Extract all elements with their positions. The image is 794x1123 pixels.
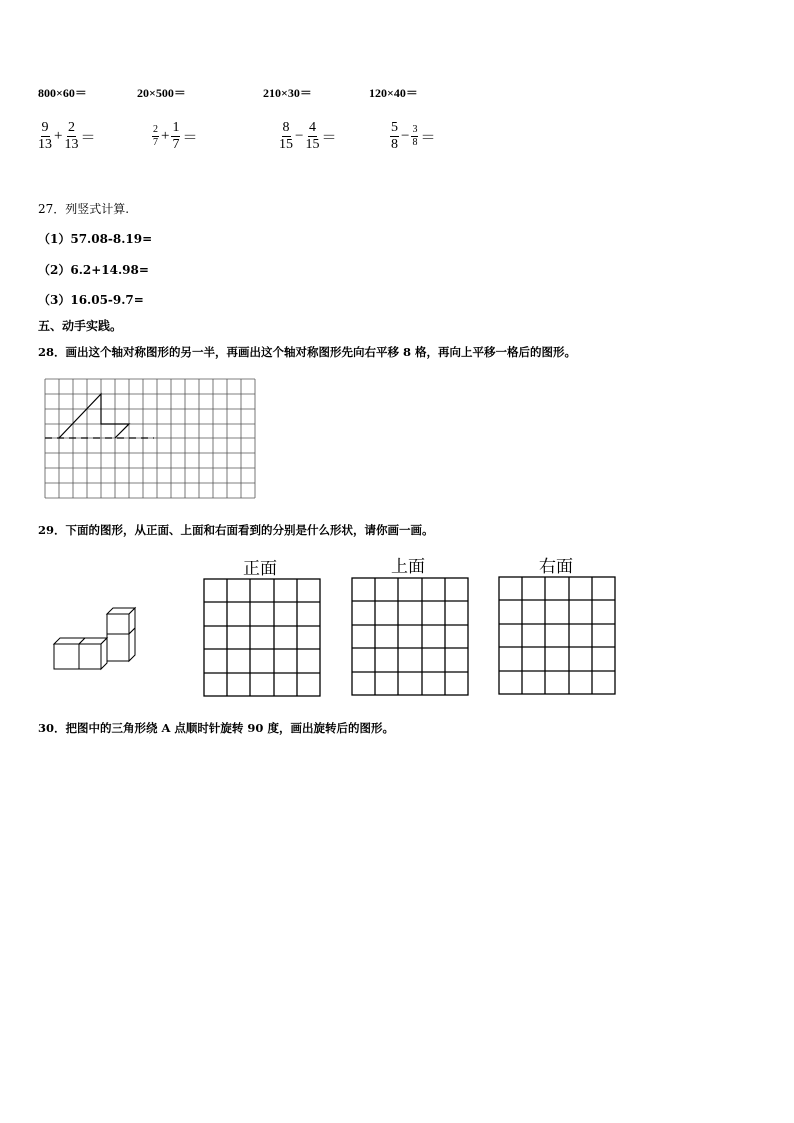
numerator: 9 bbox=[41, 120, 49, 135]
numerator: 2 bbox=[67, 120, 75, 135]
q28-grid-figure bbox=[44, 378, 258, 500]
numerator: 1 bbox=[172, 120, 180, 135]
denominator: 8 bbox=[391, 137, 398, 152]
operator: + bbox=[161, 128, 170, 144]
front-view-grid[interactable] bbox=[203, 578, 322, 698]
equals-sign: ＝ bbox=[420, 130, 436, 146]
numerator: 3 bbox=[412, 124, 418, 135]
view-label-right: 右面 bbox=[539, 557, 573, 577]
denominator: 15 bbox=[279, 137, 293, 152]
numerator: 8 bbox=[282, 120, 290, 135]
q29-text: 29．下面的图形，从正面、上面和右面看到的分别是什么形状，请你画一画。 bbox=[38, 523, 434, 537]
q30-text: 30．把图中的三角形绕 A 点顺时针旋转 90 度，画出旋转后的图形。 bbox=[38, 721, 394, 735]
denominator: 8 bbox=[412, 137, 418, 148]
numerator: 4 bbox=[308, 120, 316, 135]
equals-sign: ＝ bbox=[321, 130, 337, 146]
q27-item-2: （2）6.2+14.98= bbox=[38, 263, 149, 277]
equals-sign: ＝ bbox=[80, 130, 96, 146]
q27-item-1: （1）57.08-8.19= bbox=[38, 232, 153, 246]
oral-calc-4: 120×40＝ bbox=[369, 86, 418, 100]
operator: − bbox=[401, 128, 410, 144]
oral-calc-1: 800×60＝ bbox=[38, 86, 87, 100]
section-heading: 五、动手实践。 bbox=[38, 319, 123, 333]
view-label-front: 正面 bbox=[243, 559, 277, 579]
denominator: 15 bbox=[305, 137, 320, 152]
half-figure bbox=[59, 394, 129, 438]
fraction-expr-3 bbox=[279, 120, 338, 153]
fraction-expr-1 bbox=[38, 120, 97, 153]
fraction-expr-2 bbox=[152, 120, 199, 153]
numerator: 2 bbox=[153, 124, 158, 135]
top-view-grid[interactable] bbox=[351, 577, 470, 697]
denominator: 7 bbox=[153, 137, 158, 148]
oral-calc-2: 20×500＝ bbox=[137, 86, 186, 100]
operator: − bbox=[295, 128, 304, 144]
denominator: 13 bbox=[38, 137, 52, 152]
cube-stack-figure bbox=[52, 606, 138, 672]
q27-item-3: （3）16.05-9.7= bbox=[38, 293, 144, 307]
q28-text: 28．画出这个轴对称图形的另一半，再画出这个轴对称图形先向右平移 8 格，再向上平移一格后的图形。 bbox=[38, 345, 577, 359]
q27-title: 27．列竖式计算. bbox=[38, 202, 130, 216]
denominator: 13 bbox=[64, 137, 79, 152]
grid-lines bbox=[45, 379, 255, 498]
numerator: 5 bbox=[391, 120, 398, 135]
denominator: 7 bbox=[172, 137, 180, 152]
view-label-top: 上面 bbox=[391, 557, 425, 577]
oral-calc-3: 210×30＝ bbox=[263, 86, 312, 100]
right-view-grid[interactable] bbox=[498, 576, 617, 696]
fraction-expr-4 bbox=[390, 120, 437, 153]
equals-sign: ＝ bbox=[182, 130, 198, 146]
operator: + bbox=[54, 128, 63, 144]
